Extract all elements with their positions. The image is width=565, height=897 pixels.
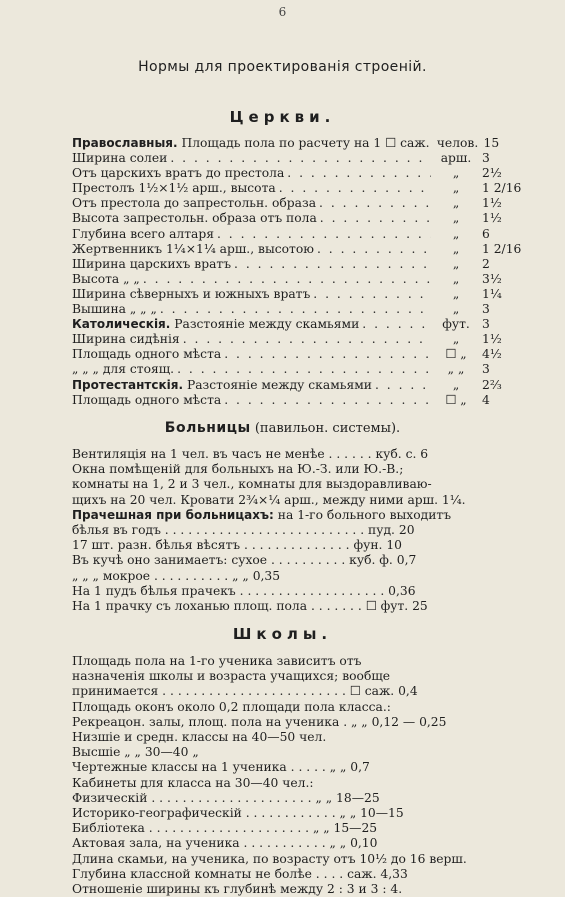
- section-heading-churches: Церкви.: [229, 108, 336, 126]
- norm-label: [72, 136, 430, 151]
- school-norm-line: [72, 700, 540, 715]
- line-text: Рекреацон. залы, площ. пола на ученика . „ „ 0,12 — 0,25: [72, 714, 447, 729]
- school-norm-line: [72, 684, 540, 699]
- dot-leader: [170, 151, 431, 166]
- line-text: Актовая зала, на ученика . . . . . . . . . . . „ „ 0,10: [72, 836, 378, 851]
- church-norm-row: [72, 272, 532, 287]
- line-text: Площадь оконъ около 0,2 площади пола класса.:: [72, 699, 391, 714]
- line-text: На 1 прачку съ лоханью площ. пола . . . . . . . ☐ фут. 25: [72, 599, 428, 614]
- norm-value: 2½: [482, 166, 502, 181]
- norm-value: 1¼: [482, 286, 502, 301]
- hospital-norm-line: [72, 462, 540, 477]
- norm-text: Вышина „ „ „: [72, 302, 157, 317]
- norm-text: Глубина всего алтаря: [72, 226, 214, 241]
- church-norm-row: [72, 302, 532, 317]
- page-title: Нормы для проектированія строеній.: [138, 59, 427, 75]
- norm-label: [72, 317, 359, 332]
- norm-label: [72, 302, 157, 317]
- dot-leader: [317, 242, 431, 257]
- section-heading-schools: Школы.: [232, 625, 333, 643]
- school-norm-line: [72, 867, 540, 882]
- norm-text: Площадь одного мѣста: [72, 392, 222, 407]
- hospital-norm-line: [72, 493, 540, 508]
- norm-value: 15: [483, 136, 500, 150]
- norm-unit: фут.: [442, 317, 470, 332]
- hospital-norm-line: [72, 523, 540, 538]
- line-text: Чертежные классы на 1 ученика . . . . . „ „ 0,7: [72, 760, 370, 775]
- norm-text: Площадь одного мѣста: [72, 347, 222, 362]
- church-norm-row: [72, 287, 532, 302]
- line-text: щихъ на 20 чел. Кровати 2¾×¼ арш., между ними арш. 1¼.: [72, 492, 466, 507]
- line-text: Библіотека . . . . . . . . . . . . . . . . . . . . . „ „ 15—25: [72, 821, 378, 836]
- norm-label: [72, 347, 221, 362]
- church-norm-row: [72, 347, 532, 362]
- norm-text: Высота „ „: [72, 271, 140, 286]
- line-text: Кабинеты для класса на 30—40 чел.:: [72, 775, 314, 790]
- norm-text: Отъ престола до запрестольн. образа: [72, 196, 317, 211]
- hospital-norm-line: [72, 599, 540, 614]
- church-norm-row: [72, 151, 532, 166]
- school-norm-line: [72, 821, 540, 836]
- church-norm-row: [72, 257, 532, 272]
- church-norm-row: [72, 181, 532, 196]
- church-norm-row: [72, 211, 532, 226]
- church-norm-row: [72, 196, 532, 211]
- church-norm-row: [72, 393, 532, 408]
- norm-text: Жертвенникъ 1¼×1¼ арш., высотою: [72, 241, 314, 256]
- norm-value: 1 2/16: [482, 181, 522, 196]
- norm-value: 3: [482, 317, 490, 332]
- norm-unit: „: [452, 302, 460, 317]
- norm-value: 2: [482, 256, 490, 271]
- dot-leader: [319, 196, 431, 211]
- norm-label: [72, 257, 231, 272]
- line-text: 17 шт. разн. бѣлья вѣсятъ . . . . . . . . . . . . . . фун. 10: [72, 538, 403, 553]
- hospitals-heading-rest: (павильон. системы).: [250, 421, 401, 436]
- line-text: принимается . . . . . . . . . . . . . . . . . . . . . . . . ☐ саж. 0,4: [72, 684, 418, 699]
- norm-unit: „: [452, 377, 460, 392]
- dot-leader: [287, 166, 431, 181]
- norm-value: 2⅔: [482, 377, 502, 392]
- church-norm-row: [72, 332, 532, 347]
- norm-label: [72, 211, 317, 226]
- norm-text: Отъ царскихъ вратъ до престола: [72, 166, 285, 181]
- dot-leader: [224, 393, 431, 408]
- norm-value: 3½: [482, 271, 502, 286]
- school-norm-line: [72, 852, 540, 867]
- norm-unit: „: [452, 226, 460, 241]
- dot-leader: [234, 257, 431, 272]
- hospital-norm-line: [72, 508, 540, 523]
- school-norm-line: [72, 730, 540, 745]
- church-norm-row: [72, 227, 532, 242]
- norm-unit: „: [452, 196, 460, 211]
- school-norm-line: [72, 882, 540, 897]
- norm-unit: „: [452, 332, 460, 347]
- norm-label: [72, 181, 276, 196]
- norm-value: 1½: [482, 332, 502, 347]
- norm-text: Ширина сидѣнія: [72, 332, 180, 347]
- hospital-norm-line: [72, 569, 540, 584]
- norm-value: 4½: [482, 347, 502, 362]
- dot-leader: [183, 332, 431, 347]
- hospitals-heading-bold: Больницы: [164, 420, 251, 436]
- norm-value: 3: [482, 151, 490, 166]
- section-heading-hospitals: [0, 420, 565, 436]
- dot-leader: [217, 227, 431, 242]
- church-norm-row: [72, 242, 532, 257]
- dot-leader: [224, 347, 431, 362]
- norm-unit: „: [452, 211, 460, 226]
- line-text: комнаты на 1, 2 и 3 чел., комнаты для выздоравливаю-: [72, 477, 432, 492]
- norm-value: 6: [482, 226, 490, 241]
- norm-unit: „: [452, 166, 460, 181]
- church-norm-row: [72, 362, 532, 377]
- school-norm-line: [72, 776, 540, 791]
- dot-leader: [362, 317, 431, 332]
- norm-unit: „ „: [447, 362, 465, 377]
- line-text: Окна помѣщеній для больныхъ на Ю.-З. или Ю.-В.;: [72, 462, 404, 477]
- line-text: „ „ „ мокрое . . . . . . . . . . „ „ 0,35: [72, 568, 281, 583]
- norm-label: [72, 287, 310, 302]
- hospital-norm-line: [72, 477, 540, 492]
- school-norm-line: [72, 760, 540, 775]
- norm-value: 3: [482, 302, 490, 317]
- norm-category: Католическія.: [72, 317, 171, 332]
- norm-label: [72, 166, 284, 181]
- line-text: Глубина классной комнаты не болѣе . . . . саж. 4,33: [72, 866, 408, 881]
- norm-label: [72, 332, 180, 347]
- norm-label: [72, 242, 314, 257]
- norm-value: 1½: [482, 196, 502, 211]
- norm-label: [72, 227, 214, 242]
- norm-unit: „: [452, 241, 460, 256]
- norm-unit: арш.: [440, 151, 472, 166]
- norm-text: Ширина царскихъ вратъ: [72, 256, 232, 271]
- norm-value: 3: [482, 362, 490, 377]
- schools-text: [72, 654, 540, 897]
- hospital-norm-line: [72, 553, 540, 568]
- norm-unit: „: [452, 181, 460, 196]
- church-norm-row: [72, 317, 532, 332]
- norm-label: [72, 151, 167, 166]
- norm-category: Протестантскія.: [72, 377, 184, 392]
- norm-unit: ☐ „: [445, 347, 467, 362]
- line-text: назначенія школы и возраста учащихся; вообще: [72, 669, 391, 684]
- norm-text: Площадь пола по расчету на 1 ☐ саж.: [177, 136, 430, 150]
- norm-label: [72, 378, 372, 393]
- norm-text: Ширина солеи: [72, 151, 168, 166]
- line-text: Отношеніе ширины къ глубинѣ между 2 : 3 и 3 : 4.: [72, 882, 403, 897]
- school-norm-line: [72, 791, 540, 806]
- hospital-norm-line: [72, 584, 540, 599]
- page-number: 6: [278, 5, 287, 19]
- hospital-norm-line: [72, 538, 540, 553]
- norm-unit: „: [452, 256, 460, 271]
- norm-value: 4: [482, 392, 490, 407]
- norm-text: Престолъ 1½×1½ арш., высота: [72, 181, 276, 196]
- norm-label: [72, 196, 316, 211]
- norm-text: Высота запрестольн. образа отъ пола: [72, 211, 317, 226]
- norm-text: Разстояніе между скамьями: [183, 377, 372, 392]
- school-norm-line: [72, 806, 540, 821]
- churches-table: [72, 136, 532, 408]
- line-text: на 1-го больного выходитъ: [273, 507, 452, 522]
- dot-leader: [375, 378, 431, 393]
- church-norm-row: [72, 378, 532, 393]
- norm-label: [72, 272, 140, 287]
- norm-text: Разстояніе между скамьями: [170, 317, 360, 332]
- norm-unit: ☐ „: [445, 392, 467, 407]
- school-norm-line: [72, 745, 540, 760]
- dot-leader: [279, 181, 431, 196]
- norm-value: 1½: [482, 211, 502, 226]
- norm-label: [72, 362, 174, 377]
- line-bold-heading: Прачешная при больницахъ:: [72, 507, 274, 522]
- dot-leader: [313, 287, 431, 302]
- school-norm-line: [72, 715, 540, 730]
- line-text: Низшіе и средн. классы на 40—50 чел.: [72, 730, 327, 745]
- line-text: Высшіе „ „ 30—40 „: [72, 745, 199, 760]
- line-text: Длина скамьи, на ученика, по возрасту отъ 10½ до 16 верш.: [72, 851, 467, 866]
- norm-unit: „: [452, 271, 460, 286]
- dot-leader: [160, 302, 431, 317]
- church-norm-row: [72, 166, 532, 181]
- line-text: Физическій . . . . . . . . . . . . . . . . . . . . . „ „ 18—25: [72, 790, 380, 805]
- norm-unit: челов.: [436, 136, 479, 150]
- dot-leader: [143, 272, 431, 287]
- school-norm-line: [72, 669, 540, 684]
- line-text: На 1 пудъ бѣлья прачекъ . . . . . . . . . . . . . . . . . . . 0,36: [72, 583, 416, 598]
- norm-label: [72, 393, 221, 408]
- line-text: бѣлья въ годъ . . . . . . . . . . . . . . . . . . . . . . . . . . пуд. 20: [72, 523, 415, 538]
- hospital-norm-line: [72, 447, 540, 462]
- school-norm-line: [72, 654, 540, 669]
- norm-text: Ширина сѣверныхъ и южныхъ вратъ: [72, 286, 311, 301]
- line-text: Историко-географическій . . . . . . . . . . . . „ „ 10—15: [72, 806, 404, 821]
- dot-leader: [177, 362, 431, 377]
- norm-value: 1 2/16: [482, 241, 522, 256]
- school-norm-line: [72, 836, 540, 851]
- hospitals-text: [72, 447, 540, 614]
- line-text: Площадь пола на 1-го ученика зависитъ отъ: [72, 654, 362, 668]
- norm-category: Православныя.: [72, 136, 178, 150]
- dot-leader: [320, 211, 431, 226]
- line-text: Вентиляція на 1 чел. въ часъ не менѣе . . . . . . куб. с. 6: [72, 447, 429, 461]
- norm-unit: „: [452, 286, 460, 301]
- norm-text: „ „ „ для стоящ.: [72, 362, 175, 377]
- church-norm-row: [72, 136, 532, 151]
- line-text: Въ кучѣ оно занимаетъ: сухое . . . . . . . . . . куб. ф. 0,7: [72, 553, 417, 568]
